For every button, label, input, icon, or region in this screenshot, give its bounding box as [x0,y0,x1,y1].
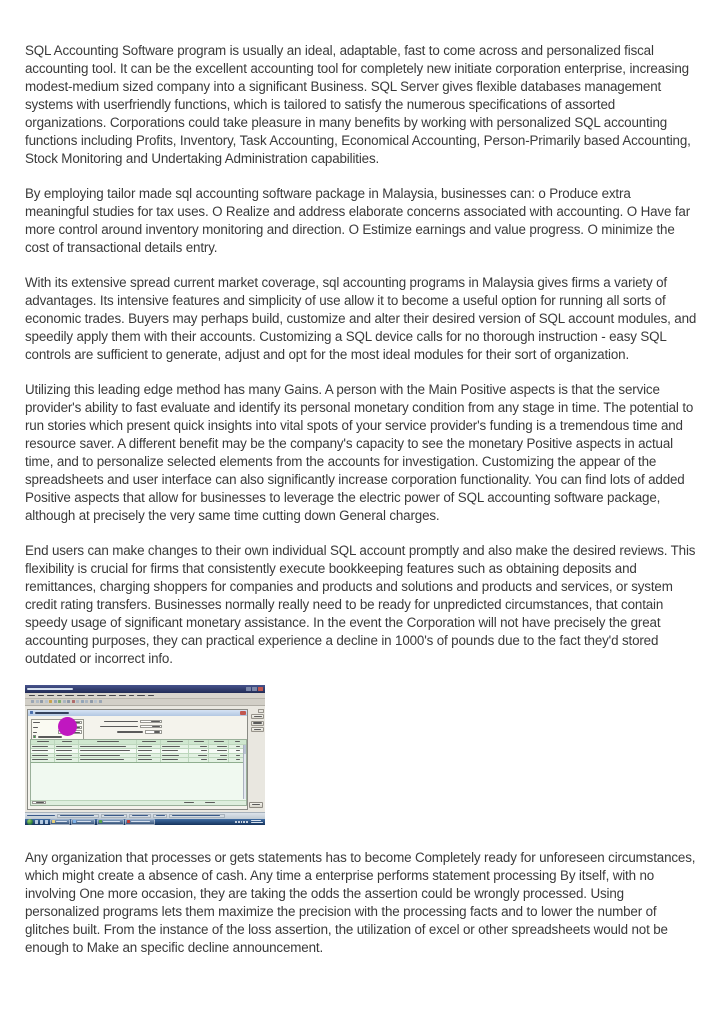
text-blur [142,741,156,742]
text-blur [56,821,67,822]
body-paragraph-3: With its extensive spread current market coverage, sql accounting programs in Malaysia gives firms a variety of advantages. Its intensive features and simplicity of use allow it to become a useful option for running all sorts of economic trades. Buyers may perhaps build, customize and alter their desired version of SQL account modules, and speedily apply them with their accounts. Customizing a SQL device calls for no thorough instruction - easy SQL controls are sufficient to generate, adjust and opt for the most ideal modules for their sort of organization. [25,275,697,362]
text-blur [254,729,261,730]
text-blur [97,695,106,697]
text-blur [138,750,152,751]
text-blur [33,722,40,723]
text-blur [253,722,262,723]
text-blur [151,721,160,722]
text-blur [244,745,247,754]
text-blur [198,755,207,756]
text-blur [201,759,207,760]
text-blur [37,741,49,742]
text-blur [90,700,93,703]
text-blur [104,721,138,722]
text-blur [101,814,127,818]
text-blur [254,716,262,717]
body-paragraph-5: End users can make changes to their own individual SQL account promptly and also make the desired reviews. This flexibility is crucial for firms that consistently execute bookkeeping features such as obtaining deposits and remittances, charging shoppers for companies and products and solutions and products and services, or system credit rating transfers. Businesses normally really need to be ready for unpredicted circumstances, that contain speedy usage of significant monetary assistance. In the event the Corporation will not have precisely the great accounting purposes, they can practical experience a decline in 1000's of pounds due to the fact they'd stored outdated or incorrect info. [25,543,696,666]
text-blur [154,731,160,732]
text-blur [58,700,61,703]
text-blur [81,700,84,703]
text-blur [73,820,76,823]
text-blur [184,802,194,803]
text-blur [104,815,124,816]
text-blur [31,745,55,749]
text-blur [148,695,154,697]
text-blur [55,740,79,744]
text-blur [140,725,162,729]
text-blur [137,749,161,753]
text-blur [99,820,102,823]
text-blur [127,820,130,823]
text-blur [65,695,74,697]
text-blur [138,755,151,756]
text-blur [80,750,130,751]
table-footer-totals [31,800,246,805]
text-blur [209,758,229,762]
text-blur [246,687,251,691]
bank-charge-fields [88,720,162,736]
text-blur [77,695,85,697]
text-blur [57,695,62,697]
text-blur [31,749,55,753]
text-blur [161,758,189,762]
text-blur [31,740,55,744]
text-blur [209,749,229,753]
text-blur [80,746,126,747]
inner-window-titlebar [28,710,247,717]
text-blur [162,746,180,747]
text-blur [137,758,161,762]
text-blur [189,740,209,744]
taskbar-button [125,819,155,825]
text-blur [246,821,248,823]
taskbar-clock [251,820,263,823]
text-blur [137,745,161,749]
text-blur [55,745,79,749]
text-blur [236,755,240,756]
text-blur [258,687,263,691]
text-blur [33,727,38,728]
text-blur [32,746,48,747]
text-blur [137,740,161,744]
text-blur [162,750,178,751]
text-blur [56,746,72,747]
text-blur [214,741,224,742]
text-blur [88,720,162,724]
text-blur [167,741,183,742]
quick-launch-icon [35,820,39,824]
transactions-table [30,739,247,806]
text-blur [129,814,151,818]
text-blur [29,695,35,697]
text-blur [97,741,119,742]
text-blur [85,700,88,703]
close-icon [240,711,246,715]
text-blur [138,746,152,747]
text-blur [117,731,143,732]
text-blur [27,815,55,816]
embedded-screenshot-accounting-software [25,685,265,825]
text-blur [156,815,165,816]
taskbar-button [50,819,70,825]
side-button [251,727,264,732]
table-row [31,758,246,763]
text-blur [251,822,263,823]
text-blur [38,736,62,737]
window-icon [30,711,33,714]
text-blur [161,749,189,753]
text-blur [132,815,148,816]
text-blur [33,732,37,733]
text-blur [217,750,227,751]
text-blur [52,820,55,823]
side-button [251,714,264,719]
text-blur [76,700,79,703]
text-blur [169,814,225,818]
text-blur [79,745,137,749]
text-blur [236,759,240,760]
start-orb-icon [27,819,33,825]
text-blur [38,695,44,697]
text-blur [47,695,54,697]
text-blur [152,726,160,727]
quick-launch-icon [40,820,44,824]
window-controls-icon [246,687,263,691]
text-blur [55,754,79,758]
text-blur [88,725,162,729]
text-blur [62,741,72,742]
windows-taskbar [25,819,265,826]
text-blur [56,759,72,760]
text-blur [31,754,55,758]
side-button [251,721,264,726]
text-blur [40,700,43,703]
text-blur [80,755,120,756]
text-blur [88,695,94,697]
text-blur [129,695,134,697]
text-blur [145,730,162,734]
text-blur [36,700,39,703]
highlight-circle-annotation [58,717,77,736]
text-blur [189,758,209,762]
text-blur [56,750,72,751]
text-blur [189,745,209,749]
text-blur [252,804,260,805]
text-blur [201,750,207,751]
body-paragraph-6: Any organization that processes or gets statements has to become Completely ready for unforeseen circumstances, which might create a absence of cash. Any time a enterprise performs statement processing By itself, with no involving One more occasion, they are taking the odds the assertion could be wrongly processed. Using personalized programs lets them maximize the precision with the processing facts and to lower the number of glitches built. From the instance of the loss assertion, the utilization of excel or other spreadsheets would not be enough to Make an specific decline announcement. [25,850,696,955]
text-blur [32,750,48,751]
text-blur [217,759,227,760]
window-side-buttons [251,709,264,733]
text-blur [153,814,167,818]
text-blur [88,730,162,734]
text-blur [235,741,240,742]
text-blur [194,741,204,742]
text-blur [79,749,137,753]
text-blur [79,758,137,762]
text-blur [161,745,189,749]
text-blur [119,695,126,697]
text-blur [137,754,161,758]
text-blur [77,821,91,822]
app-client-area [25,706,265,813]
body-paragraph-4: Utilizing this leading edge method has many Gains. A person with the Main Positive aspects is that the service provider's ability to fast evaluate and identify its personal monetary condition from any stage in time. The potential to run stories which present quick insights into vital spots of your service provider's funding is a tremendous time and resource saver. A different benefit may be the company's capacity to see the monetary Positive aspects in actual time, and to personalize selected elements from the accounts for investigation. Customizing the appear of the spreadsheets and user interface can also significantly increase corporation functionality. You can find lots of added Positive aspects that allow for businesses to leverage the electric power of SQL accounting software package, although at precisely the very same time cutting down General charges. [25,382,694,523]
text-blur [209,745,229,749]
text-blur [205,802,215,803]
body-paragraph-1: SQL Accounting Software program is usually an ideal, adaptable, fast to come across and personalized fiscal accounting tool. It can be the excellent accounting tool for completely new initiate corporation enterprise, increasing modest-medium sized company into a significant Business. SQL Server gives flexible databases management systems with userfriendly functions, which is tailored to satisfy the numerous specifications of assorted organizations. Corporations could take pleasure in many benefits by working with personalized SQL accounting functions including Profits, Inventory, Task Accounting, Economical Accounting, Person-Primarily based Accounting, Stock Monitoring and Undertaking Administration capabilities. [25,43,691,166]
text-blur [31,758,55,762]
text-blur [54,700,57,703]
text-blur [138,759,152,760]
text-blur [172,815,220,816]
text-blur [67,700,70,703]
text-blur [241,821,243,823]
text-blur [252,687,257,691]
text-blur [236,746,240,747]
text-blur [200,746,207,747]
text-blur [161,740,189,744]
text-blur [80,759,124,760]
taskbar-button [97,819,124,825]
text-blur [94,700,97,703]
text-blur [137,695,145,697]
text-blur [63,700,66,703]
text-blur [55,758,79,762]
quick-launch-icon [45,820,49,824]
text-blur [103,821,120,822]
text-blur [235,821,237,823]
text-blur [99,700,102,703]
text-blur [60,815,94,816]
text-blur [55,749,79,753]
text-blur [238,821,240,823]
text-blur [35,712,69,714]
text-blur [36,802,44,803]
text-blur [79,754,137,758]
text-blur [100,726,138,727]
close-button-bottom [249,802,263,808]
table-scrollbar [243,745,247,800]
text-blur [209,740,229,744]
mini-close-icon [258,709,264,713]
text-blur [72,700,75,703]
text-blur [131,821,150,822]
system-tray [235,820,263,823]
text-blur [140,720,162,724]
text-blur [57,814,99,818]
text-blur [56,755,72,756]
text-blur [79,740,137,744]
text-blur [229,740,246,744]
text-blur [31,700,34,703]
text-blur [189,749,209,753]
text-blur [32,755,48,756]
body-paragraph-2: By employing tailor made sql accounting software package in Malaysia, businesses can: o Produce extra meaningful studies for tax uses. O Realize and address elaborate concerns associated with accounting. O Have far more control around inventory monitoring and direction. O Estimize earnings and value progress. O minimize the cost of transactional details entry. [25,186,691,255]
reconcile-bank-window [27,709,248,810]
text-blur [236,750,240,751]
text-blur [162,755,179,756]
text-blur [189,754,209,758]
text-blur [161,754,189,758]
text-blur [220,755,227,756]
app-titlebar [25,685,265,693]
text-blur [49,700,52,703]
text-blur [217,746,227,747]
text-blur [209,754,229,758]
text-blur [162,759,178,760]
text-blur [32,759,48,760]
taskbar-button [71,819,95,825]
text-blur [45,700,48,703]
text-blur [109,695,116,697]
text-blur [243,821,245,823]
text-blur [27,688,73,690]
text-blur [32,801,46,805]
